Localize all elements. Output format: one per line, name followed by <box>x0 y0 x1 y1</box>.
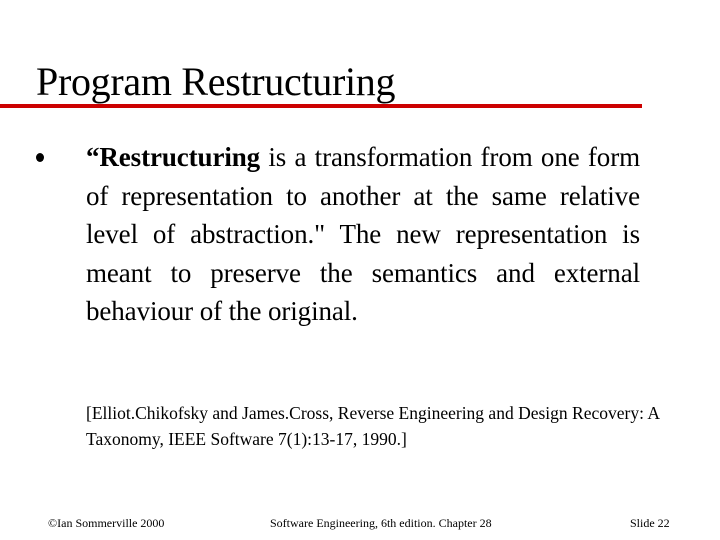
bullet-quote-bold: “Restructuring <box>86 142 261 172</box>
bullet-dot-icon <box>36 153 44 162</box>
citation-text: [Elliot.Chikofsky and James.Cross, Reverse Engineering and Design Recovery: A Taxonomy, IEEE Software 7(1):13-17, 1990.] <box>86 403 660 449</box>
footer-book-title: Software Engineering, 6th edition. Chapter 28 <box>270 516 492 530</box>
footer-copyright: ©Ian Sommerville 2000 <box>48 516 165 530</box>
title-underline <box>0 104 642 108</box>
slide-title: Program Restructuring <box>36 59 396 104</box>
bullet-text <box>86 138 640 331</box>
footer-slide-number: Slide 22 <box>630 516 670 530</box>
bullet-quote-rest: is a transformation from one form of representation to another at the same relative level of abstraction." The new representation is meant to preserve the semantics and external behaviour of the original. <box>86 142 640 326</box>
